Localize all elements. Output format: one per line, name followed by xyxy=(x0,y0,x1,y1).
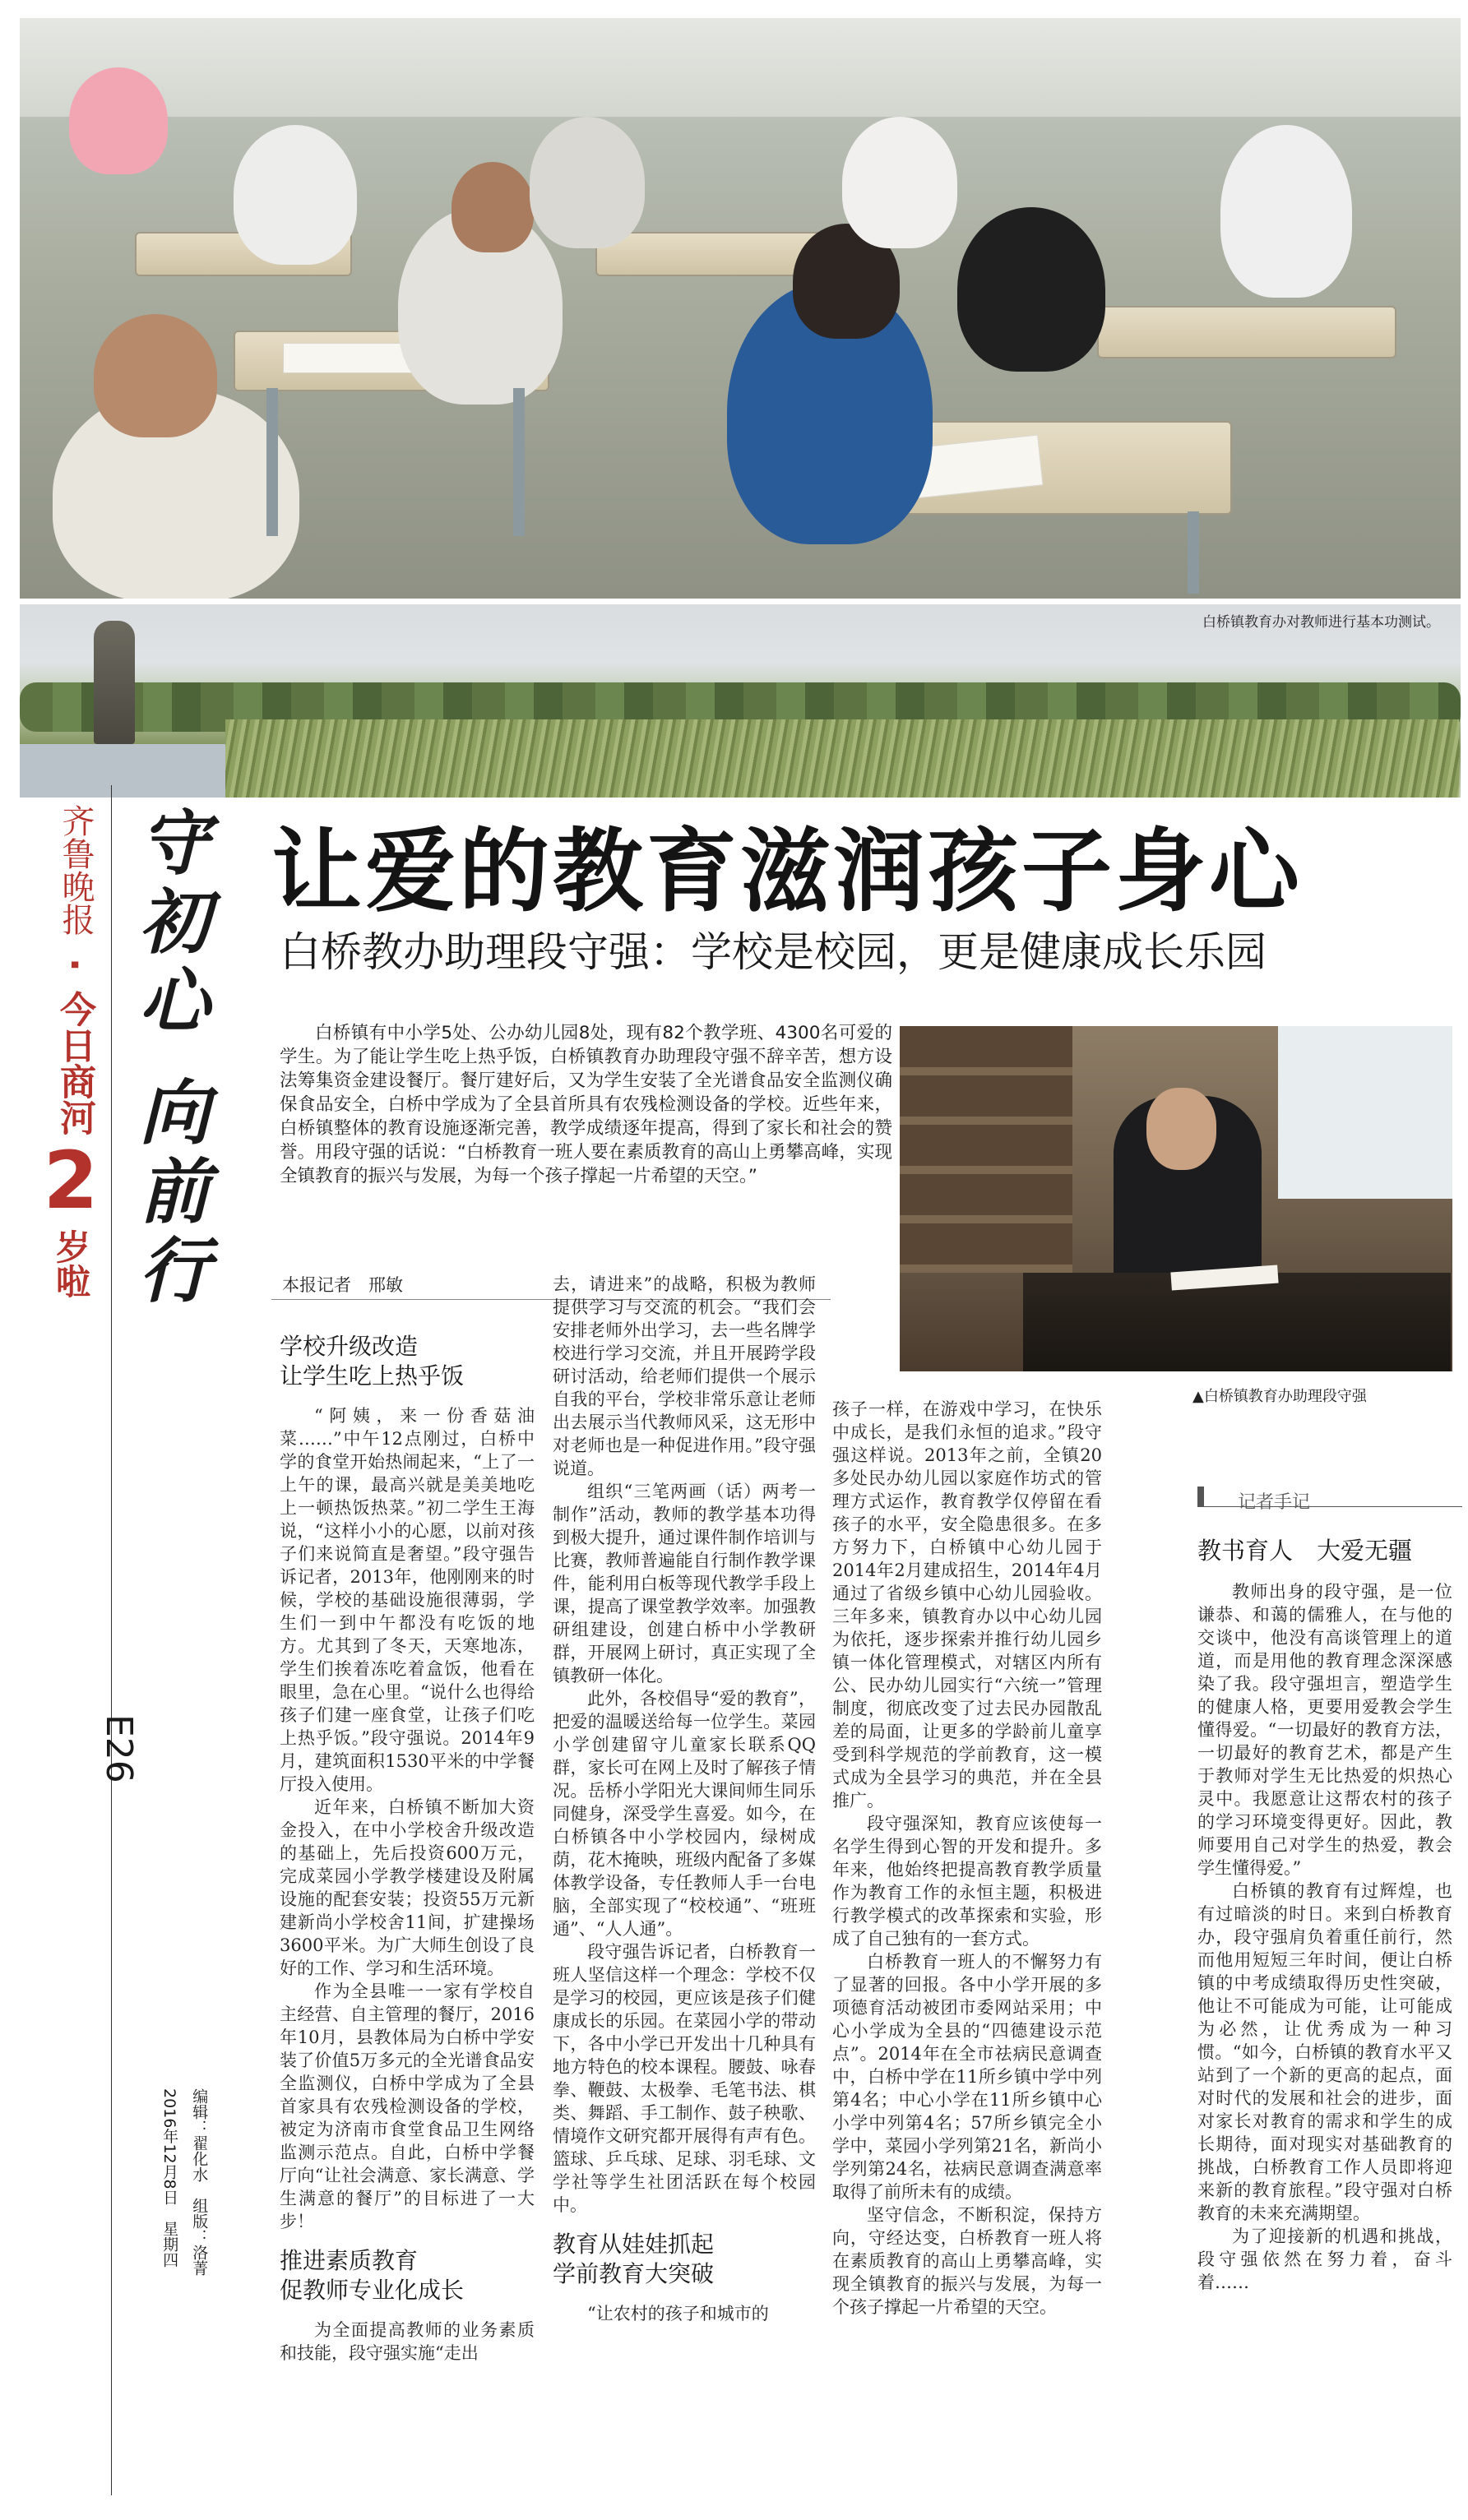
desk-leg xyxy=(266,388,278,536)
body-paragraph: 此外，各校倡导“爱的教育”，把爱的温暖送给每一位学生。菜园小学创建留守儿童家长联系QQ群，家长可在网上及时了解孩子情况。岳桥小学阳光大课间师生同乐同健身，深受学生喜爱。如今，在白桥镇各中小学校园内，绿树成荫，花木掩映，班级内配备了多媒体教学设备，专任教师人手一台电脑，全部实现了“校校通”、“班班通”、“人人通”。 xyxy=(553,1689,816,1939)
notes-heading: 教书育人 大爱无疆 xyxy=(1197,1537,1413,1565)
teacher-figure xyxy=(530,117,645,248)
notes-paragraph: 教师出身的段守强，是一位谦恭、和蔼的儒雅人，在与他的交谈中，他没有高谈管理上的道道，而是用他的教育理念深深感染了我。段守强坦言，塑造学生的健康人格，更要用爱教会学生懂得爱。“一切最好的教育方法，一切最好的教育艺术，都是产生于教师对学生无比热爱的炽热心灵中。我愿意让这帮农村的孩子的学习环境变得更好。因此，教师要用自己对学生的热爱，教会学生懂得爱。” xyxy=(1197,1582,1452,1878)
teacher-figure xyxy=(69,67,168,174)
reeds xyxy=(225,719,1459,798)
teacher-figure xyxy=(234,125,357,265)
section-heading: 教育从娃娃抓起 xyxy=(553,2231,715,2258)
desk-leg xyxy=(513,388,525,536)
body-paragraph: 白桥教育一班人的不懈努力有了显著的回报。各中小学开展的多项德育活动被团市委网站采用；中心小学成为全县的“四德建设示范点”。2014年在全市祛病民意调查中，白桥中学在11所乡镇中学中列第4名；中心小学在11所乡镇中心小学中列第4名；57所乡镇完全小学中，菜园小学列第21名，新尚小学列第24名，祛病民意调查满意率取得了前所未有的成绩。 xyxy=(832,1952,1102,2202)
notes-label: 记者手记 xyxy=(1238,1492,1311,1513)
body-paragraph: 近年来，白桥镇不断加大资金投入，在中小学校舍升级改造的基础上，先后投资600万元，完成菜园小学教学楼建设及附属设施的配套安装；投资55万元新建新尚小学校舍11间，扩建操场3600平米。为广大师生创设了良好的工作、学习和生活环境。 xyxy=(280,1797,535,1978)
teacher-figure xyxy=(94,314,217,437)
section-heading: 学前教育大突破 xyxy=(553,2260,715,2287)
body-paragraph: 为全面提高教师的业务素质和技能，段守强实施“走出 xyxy=(280,2320,535,2363)
body-paragraph: 段守强深知，教育应该使每一名学生得到心智的开发和提升。多年来，他始终把提高教育教学质量作为教育工作的永恒主题，积极进行教学模式的改革探索和实验，形成了自己独有的一套方式。 xyxy=(832,1814,1102,1949)
desk xyxy=(1097,306,1396,358)
teacher-figure xyxy=(452,162,534,252)
issue-date: 2016年12月8日 xyxy=(160,2088,179,2205)
bookshelf xyxy=(900,1026,1072,1273)
article-column-1 xyxy=(280,1332,535,2365)
designer-credit: 组版：洛菁 xyxy=(190,2198,209,2276)
issue-weekday: 星期四 xyxy=(160,2220,179,2268)
article-column-2 xyxy=(553,1273,816,2325)
teacher-figure xyxy=(1220,125,1352,298)
brand-dot: · xyxy=(53,958,95,972)
landscape-banner xyxy=(20,604,1461,798)
body-paragraph: 孩子一样，在游戏中学习，在快乐中成长，是我们永恒的追求。”段守强这样说。2013年之前，全镇20多处民办幼儿园以家庭作坊式的管理方式运作，教育教学仅停留在看孩子的水平，安全隐患很多。在多方努力下，白桥镇中心幼儿园于2014年2月建成招生，2014年4月通过了省级乡镇中心幼儿园验收。三年多来，镇教育办以中心幼儿园为依托，逐步探索并推行幼儿园乡镇一体化管理模式，对辖区内所有公、民办幼儿园实行“六统一”管理制度，彻底改变了过去民办园散乱差的局面，让更多的学龄前儿童享受到科学规范的学前教育，这一模式成为全县学习的典范，并在全县推广。 xyxy=(832,1399,1102,1810)
classroom-wall xyxy=(20,18,1461,117)
desk-leg xyxy=(1188,511,1199,594)
office-desk xyxy=(1023,1273,1451,1371)
teacher-figure xyxy=(842,117,957,248)
teacher-figure xyxy=(957,207,1105,372)
classroom-photo xyxy=(20,18,1461,599)
statue xyxy=(94,621,135,744)
article-column-3 xyxy=(832,1398,1102,2319)
page-credits xyxy=(155,2088,214,2276)
notes-paragraph: 为了迎接新的机遇和挑战，段守强依然在努力着，奋斗着…… xyxy=(1197,2226,1452,2292)
headline: 让爱的教育滋润孩子身心 xyxy=(271,819,1303,924)
photo-top-caption: 白桥镇教育办对教师进行基本功测试。 xyxy=(1202,614,1440,631)
subheadline: 白桥教办助理段守强：学校是校园，更是健康成长乐园 xyxy=(280,928,1267,976)
byline: 本报记者 邢敏 xyxy=(282,1275,403,1295)
edition-name: 今日商河 xyxy=(53,991,95,1135)
lake xyxy=(20,744,234,798)
body-paragraph: 作为全县唯一一家有学校自主经营、自主管理的餐厅，2016年10月，县教体局为白桥中学安装了价值5万多元的全光谱食品安全监测仪，白桥中学成为了全县首家具有农残检测设备的学校，被定为济南市食堂食品卫生网络监测示范点。自此，白桥中学餐厅向“让社会满意、家长满意、学生满意的餐厅”的目标进了一大步！ xyxy=(280,1981,535,2231)
lead-paragraph: 白桥镇有中小学5处、公办幼儿园8处，现有82个教学班、4300名可爱的学生。为了能让学生吃上热乎饭，白桥镇教育办助理段守强不辞辛苦，想方设法筹集资金建设餐厅。餐厅建好后，又为学生安装了全光谱食品安全监测仪确保食品安全，白桥中学成为了全县首所具有农残检测设备的学校。近些年来，白桥镇整体的教育设施逐渐完善，教学成绩逐年提高，得到了家长和社会的赞誉。用段守强的话说：“白桥教育一班人要在素质教育的高山上勇攀高峰，实现全镇教育的振兴与发展，为每一个孩子撑起一片希望的天空。” xyxy=(280,1023,892,1186)
anniversary-suffix: 岁啦 xyxy=(51,1229,91,1298)
portrait-photo xyxy=(900,1026,1452,1371)
left-column-rule xyxy=(111,785,113,2495)
portrait-face xyxy=(1146,1088,1216,1170)
section-heading: 推进素质教育 xyxy=(280,2247,419,2274)
anniversary-number: 2 xyxy=(43,1135,99,1227)
section-heading: 让学生吃上热乎饭 xyxy=(280,1362,465,1389)
section-heading: 学校升级改造 xyxy=(280,1333,419,1360)
body-paragraph: 段守强告诉记者，白桥教育一班人坚信这样一个理念：学校不仅是学习的校园，更应该是孩子们健康成长的乐园。在菜园小学的带动下，各中小学已开发出十几种具有地方特色的校本课程。腰鼓、咏春拳、鞭鼓、太极拳、毛笔书法、棋类、舞蹈、手工制作、鼓子秧歌、情境作文研究都开展得有声有色。篮球、乒乓球、足球、羽毛球、文学社等学生社团活跃在每个校园中。 xyxy=(553,1942,816,2215)
page-number: E26 xyxy=(98,1714,140,1783)
newspaper-name: 齐鲁晚报 xyxy=(57,804,95,936)
reporter-notes-column xyxy=(1197,1536,1452,2294)
section-heading: 促教师专业化成长 xyxy=(280,2277,465,2304)
slogan: 守初心 向前行 xyxy=(127,806,210,1312)
portrait-caption: ▲白桥镇教育办助理段守强 xyxy=(1192,1388,1367,1405)
office-window xyxy=(1278,1026,1452,1199)
body-paragraph: “让农村的孩子和城市的 xyxy=(587,2304,769,2323)
notes-paragraph: 白桥镇的教育有过辉煌，也有过暗淡的时日。来到白桥教育办，段守强肩负着重任前行，然而他用短短三年时间，便让白桥镇的中考成绩取得历史性突破，他让不可能成为可能，让可能成为必然，让优秀成为一种习惯。“如今，白桥镇的教育水平又站到了一个新的更高的起点，面对时代的发展和社会的进步，面对家长对教育的需求和学生的成长期待，面对现实对基础教育的挑战，白桥教育工作人员即将迎来新的教育旅程。”段守强对白桥教育的未来充满期望。 xyxy=(1197,1881,1452,2223)
body-paragraph: 组织“三笔两画（话）两考一制作”活动，教师的教学基本功得到极大提升，通过课件制作培训与比赛，教师普遍能自行制作教学课件，能利用白板等现代教学手段上课，提高了课堂教学效率。加强教研组建设，创建白桥中小学教研群，开展网上研讨，真正实现了全镇教研一体化。 xyxy=(553,1482,816,1685)
editor-credit: 编辑：翟化水 xyxy=(190,2088,209,2182)
body-paragraph: “阿姨，来一份香菇油菜……”中午12点刚过，白桥中学的食堂开始热闹起来，“上了一上午的课，最高兴就是美美地吃上一顿热饭热菜。”初二学生王海说，“这样小小的心愿，以前对孩子们来说简直是奢望。”段守强告诉记者，2013年，他刚刚来的时候，学校的基础设施很薄弱，学生们一到中午都没有吃饭的地方。尤其到了冬天，天寒地冻，学生们挨着冻吃着盒饭，他看在眼里，急在心里。“说什么也得给孩子们建一座食堂，让孩子们吃上热乎饭。”段守强说。2014年9月，建筑面积1530平米的中学餐厅投入使用。 xyxy=(280,1406,535,1794)
body-paragraph: 坚守信念，不断积淀，保持方向，守经达变，白桥教育一班人将在素质教育的高山上勇攀高峰，实现全镇教育的振兴与发展，为每一个孩子撑起一片希望的天空。 xyxy=(832,2205,1102,2317)
body-paragraph: 去，请进来”的战略，积极为教师提供学习与交流的机会。“我们会安排老师外出学习，去一些名牌学校进行学习交流，并且开展跨学段研讨活动，给老师们提供一个展示自我的平台，学校非常乐意让老师出去展示当代教师风采，这无形中对老师也是一种促进作用。”段守强说道。 xyxy=(553,1274,816,1478)
